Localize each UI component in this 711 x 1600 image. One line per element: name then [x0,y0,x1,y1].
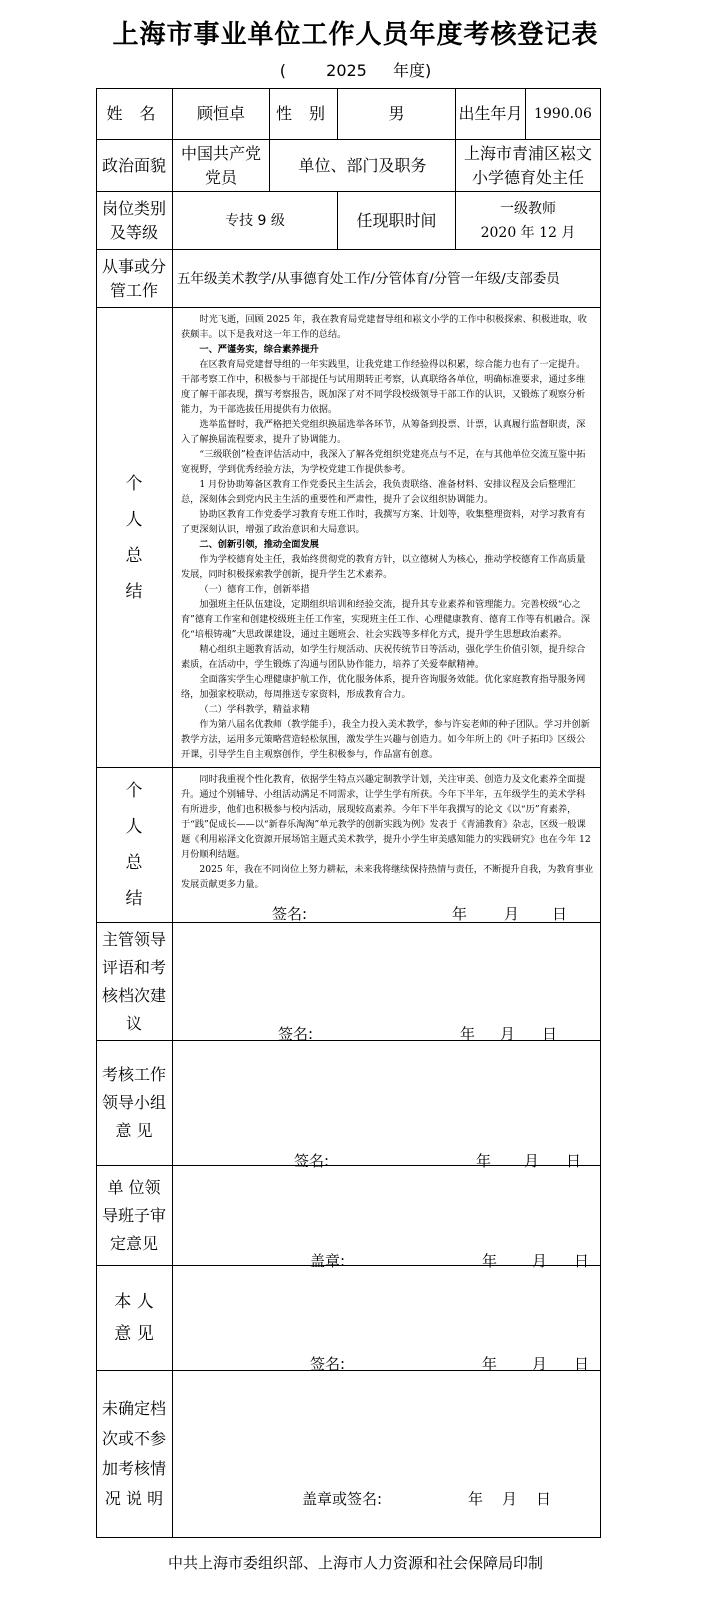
sig-day: 日 [574,1355,590,1373]
footer-printer: 中共上海市委组织部、上海市人力资源和社会保障局印制 [167,1554,543,1572]
sig-month: 月 [500,1025,516,1043]
name-value: 顾恒卓 [173,88,270,140]
summary-paragraph: 精心组织主题教育活动，如学生行规活动、庆祝传统节日等活动，强化学生价值引领，提升综合素质，在活动中，学生锻炼了沟通与团队协作能力，培养了关爱奉献精神。 [181,644,586,670]
summary-label-char: 结 [125,889,143,909]
summary-label-char: 总 [125,545,143,566]
summary-paragraph: 加强班主任队伍建设，定期组织培训和经验交流，提升其专业素养和管理能力。完善校级“心之育”德育工作室和创建校级班主任工作室，实现班主任工作、心理健康教育、德育工作等有机融合。深化“培根铸魂”大思政课建设，通过主题班会、社会实践等多样化方式，提升学生思想政治素养。 [181,599,590,640]
unit-value: 上海市青浦区崧文小学德育处主任 [456,140,601,192]
form-title: 上海市事业单位工作人员年度考核登记表 [112,20,599,50]
sig-month: 月 [502,1490,518,1508]
sig-day: 日 [536,1490,552,1508]
unit-label: 单位、部门及职务 [270,140,456,192]
supervisor-comment [173,923,601,1041]
summary-paragraph: 同时我重视个性化教育，依据学生特点兴趣定制教学计划，关注审美、创造力及文化素养全面提升。通过个别辅导、小组活动满足不同需求，让学生学有所获。今年下半年，五年级学生的美术学科有所进步，他们也积极参与校内活动，展现较高素养。今年下半年我撰写的论文《以“历”育素养，于“践”促成长——以“新春乐淘淘”单元教学的创新实践为例》发表于《青浦教育》杂志，区级一般课题《利用崧泽文化资源开展场馆主题式美术教学，提升小学生审美感知能力的实践研究》也在今年 12 月份顺利结题。 [181,774,591,860]
sig-year: 年 [452,905,468,923]
appraisal-table [96,88,601,1538]
politics-label: 政治面貌 [96,140,173,192]
seal-label: 盖章: [310,1252,346,1270]
self-opinion-label: 本 人意 见 [96,1266,173,1371]
birth-value: 1990.06 [526,88,601,140]
sig-day: 日 [542,1025,558,1043]
tenure-value [456,192,601,250]
sig-year: 年 [482,1355,498,1373]
summary-paragraph: 选举监督时，我严格把关党组织换届选举各环节，从筹备到投票、计票，认真履行监督职责，深入了解换届流程要求，提升了协调能力。 [181,419,586,445]
summary-paragraph: 协助区教育工作党委学习教育专班工作时，我撰写方案、计划等，收集整理资料，对学习教育有了更深刻认识，增强了政治意识和大局意识。 [181,509,586,535]
sig-day: 日 [574,1252,590,1270]
summary-text [173,308,601,768]
summary-label-cont [96,768,173,923]
gender-label: 性 别 [270,88,338,140]
undetermined-label: 未确定档次或不参加考核情况 说 明 [96,1371,173,1538]
politics-value: 中国共产党党员 [173,140,270,192]
summary-paragraph: 二、创新引领，推动全面发展 [199,539,319,550]
duty-label: 从事或分管工作 [96,250,173,308]
year-value: 2025 [326,61,367,80]
tenure-title: 一级教师 [500,200,556,217]
summary-paragraph: 作为学校德育处主任，我始终贯彻党的教育方针，以立德树人为核心，推动学校德育工作高质量发展，同时积极探索教学创新，提升学生艺术素养。 [181,554,586,580]
signature-label: 签名: [278,1025,314,1043]
tenure-label: 任现职时间 [338,192,456,250]
sig-year: 年 [482,1252,498,1270]
gender-value: 男 [338,88,456,140]
sig-day: 日 [552,905,568,923]
assessment-group-comment [173,1041,601,1166]
summary-label-char: 总 [125,853,143,873]
sig-month: 月 [532,1252,548,1270]
summary-paragraph: 2025 年，我在不同岗位上努力耕耘，未来我将继续保持热情与责任，不断提升自我，为教育事业发展贡献更多力量。 [181,864,594,890]
summary-paragraph: （一）德育工作，创新举措 [199,584,310,595]
summary-text-cont [173,768,601,923]
signature-label: 签名: [294,1152,330,1170]
assessment-group-label: 考核工作领导小组意 见 [96,1041,173,1166]
summary-label-char: 个 [125,781,143,801]
summary-paragraph: 全面落实学生心理健康护航工作，优化服务体系，提升咨询服务效能。优化家庭教育指导服务网络，加强家校联动，每周推送专家资料，形成教育合力。 [181,674,586,700]
signature-label: 签名: [310,1355,346,1373]
summary-label-char: 个 [125,473,143,494]
sig-day: 日 [566,1152,582,1170]
undetermined-comment [173,1371,601,1538]
seal-or-signature-label: 盖章或签名: [302,1490,383,1508]
sig-month: 月 [504,905,520,923]
supervisor-label: 主管领导评语和考核档次建 议 [96,923,173,1041]
summary-paragraph: （二）学科教学，精益求精 [199,704,310,715]
summary-label [96,308,173,768]
summary-paragraph: “三级联创”检查评估活动中，我深入了解各党组织党建亮点与不足，在与其他单位交流互鉴中拓宽视野，学到优秀经验方法，为学校党建工作提供参考。 [181,449,586,475]
duty-value: 五年级美术教学/从事德育处工作/分管体育/分管一年级/支部委员 [173,250,601,308]
summary-label-char: 结 [125,581,143,602]
sig-year: 年 [468,1490,484,1508]
sig-year: 年 [460,1025,476,1043]
summary-paragraph: 1 月份协助筹备区教育工作党委民主生活会，我负责联络、准备材料、安排议程及会后整理汇总，深刻体会到党内民主生活的重要性和严肃性，提升了会议组织协调能力。 [181,479,576,505]
summary-label-char: 人 [125,509,143,530]
summary-paragraph: 时光飞逝，回顾 2025 年，我在教育局党建督导组和崧文小学的工作中积极探索、积极进取，收获颇丰。以下是我对这一年工作的总结。 [181,314,587,340]
summary-label-char: 人 [125,817,143,837]
post-value: 专技 9 级 [173,192,338,250]
summary-paragraph: 在区教育局党建督导组的一年实践里，让我党建工作经验得以积累，综合能力也有了一定提升。干部考察工作中，积极参与干部提任与试用期转正考察，认真联络各单位，明确标准要求，通过多维度了解干部表现，撰写考察报告，既加深了对不同学段校级领导干部工作的认识，又锻炼了观察分析能力，为干部选拔任用提供有力依据。 [181,359,586,415]
form-year [0,58,711,81]
sig-month: 月 [524,1152,540,1170]
birth-label: 出生年月 [456,88,526,140]
tenure-date: 2020 年 12 月 [480,224,576,241]
unit-leadership-label: 单 位领导班子审定意见 [96,1166,173,1266]
post-label: 岗位类别及等级 [96,192,173,250]
summary-paragraph: 一、严谨务实，综合素养提升 [199,344,319,355]
year-open: ( [279,61,286,80]
name-label: 姓 名 [96,88,173,140]
signature-label: 签名: [272,905,308,923]
sig-year: 年 [476,1152,492,1170]
sig-month: 月 [532,1355,548,1373]
summary-paragraph: 作为第八届名优教师（教学能手），我全力投入美术教学，参与许妄老师的种子团队。学习并创新教学方法，运用多元策略营造轻松氛围，激发学生兴趣与创造力。如今年所上的《叶子拓印》区级公开课，引导学生自主观察创作，学生积极参与，作品富有创意。 [181,719,590,760]
year-suffix: 年度) [393,61,432,80]
